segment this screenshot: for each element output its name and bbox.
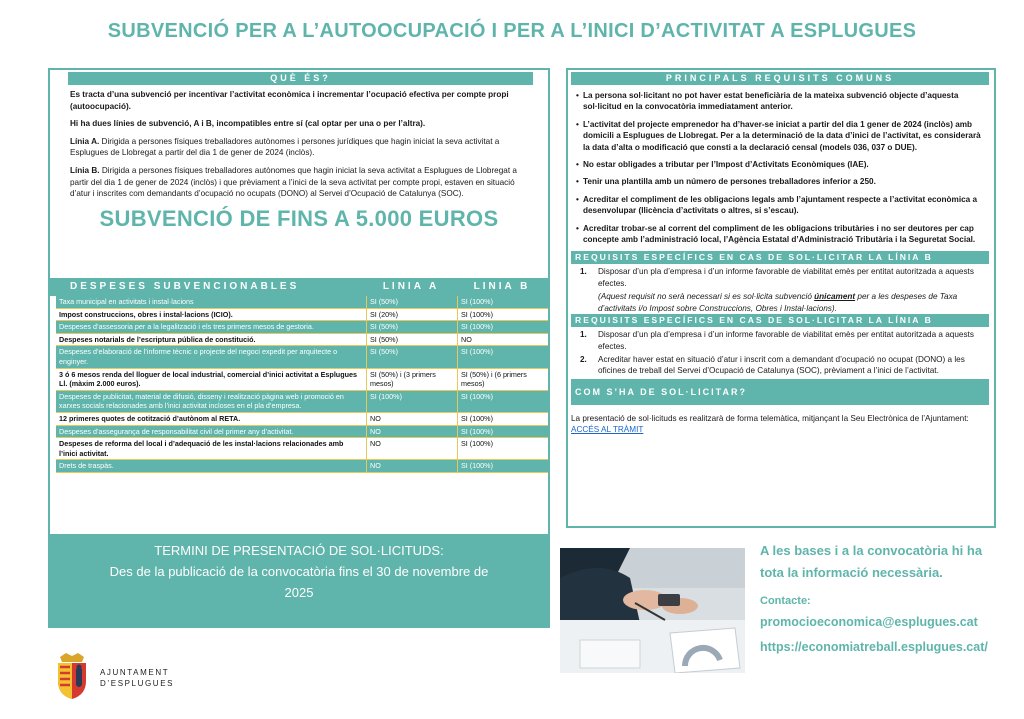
cell-linia-a: SI (20%) bbox=[367, 309, 458, 321]
cell-linia-a: NO bbox=[367, 413, 458, 425]
info-text-2: tota la informació necessària. bbox=[760, 565, 943, 580]
cell-linia-b: SI (100%) bbox=[461, 439, 493, 449]
table-row bbox=[56, 309, 548, 322]
cell-linia-a: SI (50%) bbox=[367, 296, 458, 308]
cell-concept: Despeses notarials de l’escriptura pública de constitució. bbox=[56, 334, 367, 346]
intro-paragraph-2: Hi ha dues línies de subvenció, A i B, incompatibles entre sí (cal optar per una o per l’altra). bbox=[70, 119, 426, 129]
table-row bbox=[56, 413, 548, 426]
cell-concept: Impost construccions, obres i instal·lacions (ICIO). bbox=[56, 309, 367, 321]
ajuntament-name bbox=[100, 667, 174, 689]
requirement-text: La persona sol·licitant no pot haver estat beneficiària de la mateixa subvenció objecte d’aquesta sol·licitud en la convocatòria immediatament anterior. bbox=[583, 91, 959, 112]
photo-business-person bbox=[560, 548, 745, 673]
intro-paragraph-1: Es tracta d’una subvenció per incentivar l’activitat econòmica i incrementar l’ocupació efectiva per compte propi (autoocupació). bbox=[70, 90, 509, 111]
linia-a-requirements-header: REQUISITS ESPECÍFICS EN CAS DE SOL·LICITAR LA LÍNIA B bbox=[571, 251, 989, 264]
expenses-table-body bbox=[56, 296, 548, 473]
linia-b-paragraph bbox=[70, 165, 532, 200]
linia-b-requirements-header: REQUISITS ESPECÍFICS EN CAS DE SOL·LICITAR LA LÍNIA B bbox=[571, 314, 989, 327]
requirement-text: No estar obligades a tributar per l’Impost d’Activitats Econòmiques (IAE). bbox=[583, 160, 869, 170]
com-text: La presentació de sol·licituds es realitzarà de forma telemàtica, mitjançant la Seu Electrònica de l’Ajuntament: bbox=[571, 413, 969, 423]
list-item bbox=[576, 90, 986, 113]
cell-linia-a: NO bbox=[367, 426, 458, 438]
ajuntament-logo bbox=[52, 651, 92, 701]
note-text-pre: (Aquest requisit no serà necessari si es sol·licita subvenció bbox=[598, 292, 815, 302]
cell-linia-b: SI (100%) bbox=[461, 309, 493, 319]
deadline-box bbox=[48, 536, 550, 628]
header-despeses: DESPESES SUBVENCIONABLES bbox=[70, 281, 300, 292]
table-row bbox=[56, 296, 548, 309]
bullet-icon: • bbox=[576, 91, 579, 100]
requirement-text: Tenir una plantilla amb un número de persones treballadores inferior a 250. bbox=[583, 177, 876, 187]
cell-concept: Despeses d’assegurança de responsabilitat civil del primer any d’activitat. bbox=[56, 426, 367, 438]
acces-tramit-link[interactable]: ACCÉS AL TRÀMIT bbox=[571, 425, 644, 435]
que-es-body bbox=[50, 85, 548, 200]
contact-block bbox=[760, 540, 1010, 654]
requisits-panel bbox=[566, 68, 996, 528]
cell-concept: 12 primeres quotes de cotització d’autònom al RETA. bbox=[56, 413, 367, 425]
cell-concept: Despeses d’assessoria per a la legalització i els tres primers mesos de gestoria. bbox=[56, 321, 367, 333]
cell-linia-b: SI (100%) bbox=[461, 391, 493, 401]
cell-concept: Despeses d’elaboració de l’informe tècnic o projecte del negoci expedit per arquitecte o enginyer. bbox=[56, 346, 367, 367]
linia-b-label: Línia B. bbox=[70, 165, 100, 175]
item-number: 1. bbox=[580, 330, 587, 340]
note-emphasis: únicament bbox=[814, 292, 856, 302]
contact-label: Contacte: bbox=[760, 595, 811, 607]
page-title: SUBVENCIÓ PER A L’AUTOOCUPACIÓ I PER A L’INICI D’ACTIVITAT A ESPLUGUES bbox=[107, 20, 917, 42]
table-row bbox=[56, 426, 548, 439]
note-text-post: per a les despeses de Taxa d’activitats i/o Impost sobre Construccions, Obres i Instal·lacions). bbox=[598, 292, 958, 313]
deadline-title: TERMINI DE PRESENTACIÓ DE SOL·LICITUDS: bbox=[154, 543, 444, 558]
ajuntament-name-line-2: D’ESPLUGUES bbox=[100, 679, 175, 688]
com-sollicitar-text bbox=[568, 405, 994, 436]
cell-concept: Despeses de publicitat, material de difusió, disseny i realització pàgina web i promoció en xarxes socials relacionades amb l’inici activitat incloses en el pla d’empresa. bbox=[56, 391, 367, 412]
bullet-icon: • bbox=[576, 223, 579, 233]
item-number: 1. bbox=[580, 267, 587, 277]
linia-a-label: Línia A. bbox=[70, 136, 100, 146]
que-es-header: QUÈ ÉS? bbox=[68, 72, 533, 85]
cell-linia-a: SI (50%) bbox=[367, 334, 458, 346]
bullet-icon: • bbox=[576, 160, 579, 170]
bullet-icon: • bbox=[576, 194, 579, 204]
contact-website[interactable]: https://economiatreball.esplugues.cat/ bbox=[760, 640, 988, 654]
cell-concept: Drets de traspàs. bbox=[56, 460, 367, 472]
linia-a-paragraph bbox=[70, 136, 532, 159]
list-item bbox=[576, 194, 986, 217]
requirement-text: L’activitat del projecte emprenedor ha d’haver-se iniciat a partir del dia 1 gener de 2024 (inclòs) amb domicili a Esplugues de Llobregat. Per a la determinació de la data d’inici de l’activitat, es considerarà la data d’alta o modificació que consti a la declaració censal (models 036, 037 o DUE). bbox=[583, 119, 981, 152]
list-item bbox=[576, 266, 986, 289]
header-linia-b: LINIA B bbox=[473, 281, 531, 292]
list-item bbox=[576, 176, 986, 187]
linia-b-text: Dirigida a persones físiques treballadores autònomes que hagin iniciat la seva activitat a Esplugues de Llobregat a partir del dia 1 de gener de 2024 (inclòs) i que prèviament a l’inici de la seva activitat per compte propi, estaven en situació d’atur i inscrites com demandants d’ocupació no ocupats (DONO) al Servei d’Ocupació de Catalunya (SOC). bbox=[70, 165, 517, 199]
contact-email[interactable]: promocioeconomica@esplugues.cat bbox=[760, 615, 978, 629]
cell-linia-b: NO bbox=[461, 334, 472, 344]
cell-linia-b: SI (100%) bbox=[461, 322, 493, 332]
cell-linia-b: SI (100%) bbox=[461, 297, 493, 306]
cell-linia-b: SI (100%) bbox=[461, 413, 493, 423]
linia-a-note bbox=[576, 291, 986, 314]
cell-linia-a: NO bbox=[367, 460, 458, 472]
table-row bbox=[56, 460, 548, 473]
coat-of-arms-icon bbox=[52, 651, 92, 701]
info-text-1: A les bases i a la convocatòria hi ha bbox=[760, 543, 983, 558]
expenses-table bbox=[50, 278, 548, 473]
requisits-header: PRINCIPALS REQUISITS COMUNS bbox=[571, 72, 989, 85]
linia-a-requirements bbox=[568, 264, 994, 314]
requirement-text: Acreditar el compliment de les obligacions legals amb l’ajuntament respecte a l’activitat econòmica a desenvolupar (llicència d’activitats o altres, si s’escau). bbox=[583, 194, 978, 216]
ajuntament-name-line-1: AJUNTAMENT bbox=[100, 668, 170, 677]
table-row bbox=[56, 334, 548, 347]
item-text: Disposar d’un pla d’empresa i d’un informe favorable de viabilitat emès per entitat autoritzada a aquests efectes. bbox=[598, 267, 974, 288]
list-item bbox=[576, 223, 986, 246]
table-row bbox=[56, 391, 548, 413]
header-linia-a: LINIA A bbox=[382, 281, 440, 292]
table-row bbox=[56, 369, 548, 391]
cell-linia-b: SI (100%) bbox=[461, 461, 493, 471]
list-item bbox=[576, 159, 986, 170]
cell-linia-a: NO bbox=[367, 438, 458, 459]
cell-concept: 3 ó 6 mesos renda del lloguer de local industrial, comercial d’inici activitat a Esplugues Ll. (màxim 2.000 euros). bbox=[56, 369, 367, 390]
list-item bbox=[576, 119, 986, 153]
linia-b-requirements bbox=[568, 327, 994, 377]
table-row bbox=[56, 321, 548, 334]
expenses-table-header bbox=[50, 278, 548, 296]
bullet-icon: • bbox=[576, 119, 579, 129]
linia-a-text: Dirigida a persones físiques treballadores autònomes i persones jurídiques que hagin iniciat la seva activitat a Esplugues de Llobregat a partir del dia 1 de gener de 2024 (inclòs). bbox=[70, 136, 500, 158]
cell-linia-b: SI (100%) bbox=[461, 426, 493, 436]
requirement-text: Acreditar trobar-se al corrent del compliment de les obligacions tributàries i no ser deutores per cap concepte amb l’administració local, l’Agència Estatal d’Administració Tributària i la Seguretat Social. bbox=[583, 223, 976, 245]
deadline-text-1: Des de la publicació de la convocatòria fins el 30 de novembre de bbox=[109, 564, 489, 579]
photo-illustration bbox=[560, 548, 745, 673]
item-text: Disposar d’un pla d’empresa i d’un informe favorable de viabilitat emès per entitat autoritzada a aquests efectes. bbox=[598, 330, 974, 351]
cell-concept: Despeses de reforma del local i d’adequació de les instal·lacions relacionades amb l’inici activitat. bbox=[56, 438, 367, 459]
requisits-list bbox=[568, 85, 994, 245]
list-item bbox=[576, 354, 986, 377]
cell-linia-a: SI (50%) bbox=[367, 346, 458, 367]
cell-concept: Taxa municipal en activitats i instal·lacions bbox=[56, 296, 367, 308]
table-row bbox=[56, 346, 548, 368]
cell-linia-a: SI (50%) bbox=[367, 321, 458, 333]
que-es-panel bbox=[48, 68, 550, 536]
cell-linia-a: SI (100%) bbox=[367, 391, 458, 412]
com-sollicitar-header: COM S’HA DE SOL·LICITAR? bbox=[571, 379, 989, 405]
item-number: 2. bbox=[580, 354, 587, 364]
item-text: Acreditar haver estat en situació d’atur i inscrit com a demandant d’ocupació no ocupat (DONO) a les oficines de treball del Servei d’Ocupació de Catalunya (SOC), prèviament a l’inici de l’activitat. bbox=[598, 354, 965, 376]
max-amount-headline: SUBVENCIÓ DE FINS A 5.000 EUROS bbox=[99, 205, 499, 231]
cell-linia-a: SI (50%) i (3 primers mesos) bbox=[367, 369, 458, 390]
cell-linia-b: SI (100%) bbox=[461, 347, 493, 357]
deadline-text-2: 2025 bbox=[284, 585, 314, 600]
list-item bbox=[576, 329, 986, 352]
cell-linia-b: SI (50%) i (6 primers mesos) bbox=[461, 369, 527, 389]
bullet-icon: • bbox=[576, 177, 579, 187]
table-row bbox=[56, 438, 548, 460]
